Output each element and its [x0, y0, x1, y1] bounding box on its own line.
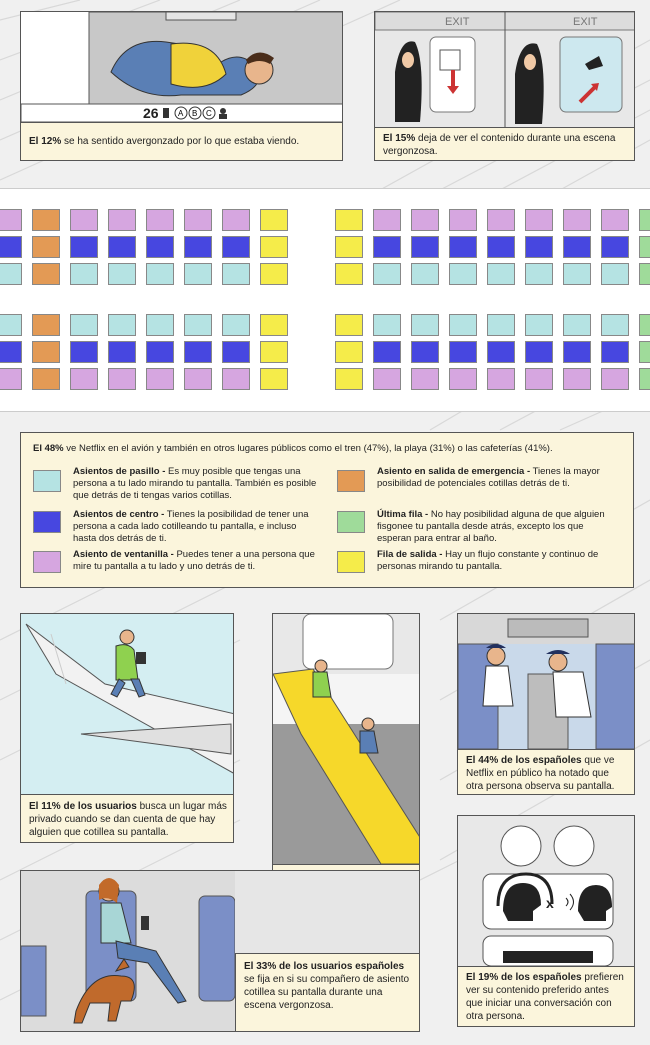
swatch-aisle: [33, 470, 61, 492]
stat-bold: El 33% de los usuarios españoles: [244, 961, 405, 972]
seat-letter-c: C: [206, 109, 212, 118]
swatch-emergency: [337, 470, 365, 492]
swatch-window: [33, 551, 61, 573]
seat-center: [449, 341, 477, 363]
stat-bold: El 11% de los usuarios: [29, 801, 137, 812]
seat-exit-row: [260, 341, 288, 363]
panel-conversation: [457, 815, 635, 1027]
seat-center: [525, 341, 553, 363]
seat-aisle: [184, 314, 212, 336]
seat-emergency: [32, 368, 60, 390]
illustration-nuns-exit: [375, 12, 635, 127]
seat-window: [449, 368, 477, 390]
seat-window: [70, 368, 98, 390]
seat-exit-row: [260, 236, 288, 258]
intro-bold: El 48%: [33, 443, 64, 454]
seat-window: [108, 368, 136, 390]
seat-window: [487, 368, 515, 390]
stat-text: busca un lugar más privado cuando se dan cuenta de que hay alguien que cotillea su pantalla.: [29, 801, 227, 838]
seat-center: [373, 236, 401, 258]
seat-emergency: [32, 209, 60, 231]
seat-window: [601, 209, 629, 231]
seat-exit-row: [335, 236, 363, 258]
panel-stop-watching: [374, 11, 635, 161]
seat-exit-row: [260, 263, 288, 285]
seat-aisle: [411, 263, 439, 285]
seat-center: [411, 236, 439, 258]
illustration-escape-slide: [273, 614, 420, 864]
seat-window: [0, 209, 22, 231]
seat-last-row: [639, 314, 650, 336]
exit-sign-right: EXIT: [573, 16, 598, 28]
seat-window: [184, 209, 212, 231]
seat-exit-row: [260, 368, 288, 390]
seat-aisle: [108, 263, 136, 285]
legend-text: Hay un flujo constante y continuo de personas mirando tu pantalla.: [377, 549, 599, 572]
seat-window: [525, 209, 553, 231]
seat-window: [373, 368, 401, 390]
legend-title: Fila de salida -: [377, 549, 443, 560]
seat-exit-row: [260, 209, 288, 231]
seat-center: [70, 341, 98, 363]
seat-aisle: [70, 314, 98, 336]
seat-aisle: [0, 263, 22, 285]
seat-center: [184, 341, 212, 363]
seat-window: [601, 368, 629, 390]
seat-center: [563, 341, 591, 363]
seat-emergency: [32, 341, 60, 363]
seat-window: [563, 368, 591, 390]
stat-text: prefieren ver su contenido preferido antes que iniciar una conversación con otra persona.: [466, 972, 624, 1022]
stat-bold: El 12%: [29, 136, 62, 147]
legend-title: Asiento de ventanilla -: [73, 549, 174, 560]
seat-aisle: [373, 314, 401, 336]
exit-sign-left: EXIT: [445, 16, 470, 28]
seat-legend: [20, 432, 634, 588]
caption-embarrassed: [21, 122, 343, 161]
stat-text: deja de ver el contenido durante una escena vergonzosa.: [383, 133, 616, 157]
seat-center: [373, 341, 401, 363]
seat-center: [411, 341, 439, 363]
seat-aisle: [146, 314, 174, 336]
seat-window: [146, 368, 174, 390]
legend-text: Tienes la posibilidad de tener una persona a cada lado cotilleando tu pantalla, e incluso hasta dos detrás de ti.: [73, 509, 309, 544]
seat-emergency: [32, 236, 60, 258]
panel-cockpit: [457, 613, 635, 795]
panel-dog: [20, 870, 420, 1032]
seat-aisle: [222, 314, 250, 336]
panel-wing: [20, 613, 234, 843]
seat-letter-b: B: [192, 109, 198, 118]
seat-aisle: [563, 314, 591, 336]
stat-text: que ve Netflix en público ha notado que otra persona observa su pantalla.: [466, 755, 615, 792]
seat-aisle: [0, 314, 22, 336]
stat-text: se ha sentido avergonzado por lo que estaba viendo.: [61, 136, 300, 147]
seat-window: [222, 368, 250, 390]
seat-last-row: [639, 341, 650, 363]
legend-intro: [33, 443, 623, 455]
swatch-center: [33, 511, 61, 533]
seat-aisle: [449, 263, 477, 285]
seat-exit-row: [335, 209, 363, 231]
seat-emergency: [32, 263, 60, 285]
seat-center: [184, 236, 212, 258]
seat-center: [70, 236, 98, 258]
seat-window: [411, 368, 439, 390]
seat-aisle: [563, 263, 591, 285]
seat-center: [487, 236, 515, 258]
seat-last-row: [639, 368, 650, 390]
seat-aisle: [487, 314, 515, 336]
seat-aisle: [70, 263, 98, 285]
seat-center: [449, 236, 477, 258]
row-number: 26: [143, 105, 159, 121]
seat-last-row: [639, 236, 650, 258]
seat-window: [411, 209, 439, 231]
seat-center: [108, 341, 136, 363]
seat-window: [0, 368, 22, 390]
caption-dog: [235, 953, 420, 1032]
swatch-last-row: [337, 511, 365, 533]
illustration-wing-sitter: [21, 614, 234, 794]
seat-center: [487, 341, 515, 363]
seat-center: [563, 236, 591, 258]
seat-window: [487, 209, 515, 231]
caption-conversation: [458, 966, 635, 1027]
seat-aisle: [373, 263, 401, 285]
seat-window: [373, 209, 401, 231]
legend-text: Puedes tener a una persona que mire tu pantalla a tu lado y uno detrás de ti.: [73, 549, 315, 572]
seat-aisle: [525, 263, 553, 285]
seat-window: [563, 209, 591, 231]
caption-wing: [21, 794, 234, 843]
seat-window: [222, 209, 250, 231]
seat-emergency: [32, 314, 60, 336]
seat-center: [601, 341, 629, 363]
seat-aisle: [601, 314, 629, 336]
seat-aisle: [411, 314, 439, 336]
seat-aisle: [601, 263, 629, 285]
caption-stop-watching: [375, 127, 635, 161]
illustration-woman-with-dog: [21, 871, 235, 1032]
seat-center: [0, 341, 22, 363]
seat-center: [108, 236, 136, 258]
seat-center: [146, 341, 174, 363]
seat-aisle: [487, 263, 515, 285]
illustration-cockpit-pilots: [458, 614, 635, 749]
seat-aisle: [449, 314, 477, 336]
seat-center: [146, 236, 174, 258]
seat-window: [146, 209, 174, 231]
intro-text: ve Netflix en el avión y también en otros lugares públicos como el tren (47%), la playa (31%) o las cafeterías (41%).: [63, 443, 553, 454]
seat-window: [525, 368, 553, 390]
legend-title: Asientos de centro -: [73, 509, 165, 520]
legend-text: Tienes la mayor posibilidad de potenciales cotillas detrás de ti.: [377, 466, 600, 489]
legend-title: Asiento en salida de emergencia -: [377, 466, 531, 477]
stat-bold: El 44% de los españoles: [466, 755, 582, 766]
versus-symbol: x: [546, 895, 554, 911]
seat-center: [222, 236, 250, 258]
seat-letter-a: A: [178, 109, 184, 118]
seat-aisle: [108, 314, 136, 336]
seat-aisle: [222, 263, 250, 285]
seat-exit-row: [335, 341, 363, 363]
seat-last-row: [639, 263, 650, 285]
stat-bold: El 15%: [383, 133, 416, 144]
illustration-headphones-vs-talk: [458, 816, 635, 966]
seat-exit-row: [335, 263, 363, 285]
seat-exit-row: [335, 368, 363, 390]
seat-window: [108, 209, 136, 231]
seat-aisle: [184, 263, 212, 285]
illustration-embarrassed-passenger: [21, 12, 343, 122]
caption-cockpit: [458, 749, 635, 795]
seat-map: [0, 188, 650, 412]
seat-window: [184, 368, 212, 390]
swatch-exit-row: [337, 551, 365, 573]
seat-exit-row: [260, 314, 288, 336]
stat-bold: El 19% de los españoles: [466, 972, 582, 983]
seat-aisle: [525, 314, 553, 336]
seat-window: [449, 209, 477, 231]
legend-text: Es muy posible que tengas una persona a tu lado mirando tu pantalla. También es posible que detrás de ti tengas varios cotillas.: [73, 466, 317, 501]
seat-window: [70, 209, 98, 231]
seat-center: [0, 236, 22, 258]
panel-embarrassed: [20, 11, 343, 161]
seat-last-row: [639, 209, 650, 231]
seat-center: [601, 236, 629, 258]
legend-title: Asientos de pasillo -: [73, 466, 166, 477]
seat-center: [222, 341, 250, 363]
legend-title: Última fila -: [377, 509, 429, 520]
seat-exit-row: [335, 314, 363, 336]
seat-center: [525, 236, 553, 258]
stat-text: se fija en si su compañero de asiento cotillea su pantalla durante una escena vergonzosa.: [244, 974, 410, 1011]
legend-text: No hay posibilidad alguna de que alguien fisgonee tu pantalla desde atrás, excepto los que esperan para entrar al baño.: [377, 509, 605, 544]
seat-aisle: [146, 263, 174, 285]
